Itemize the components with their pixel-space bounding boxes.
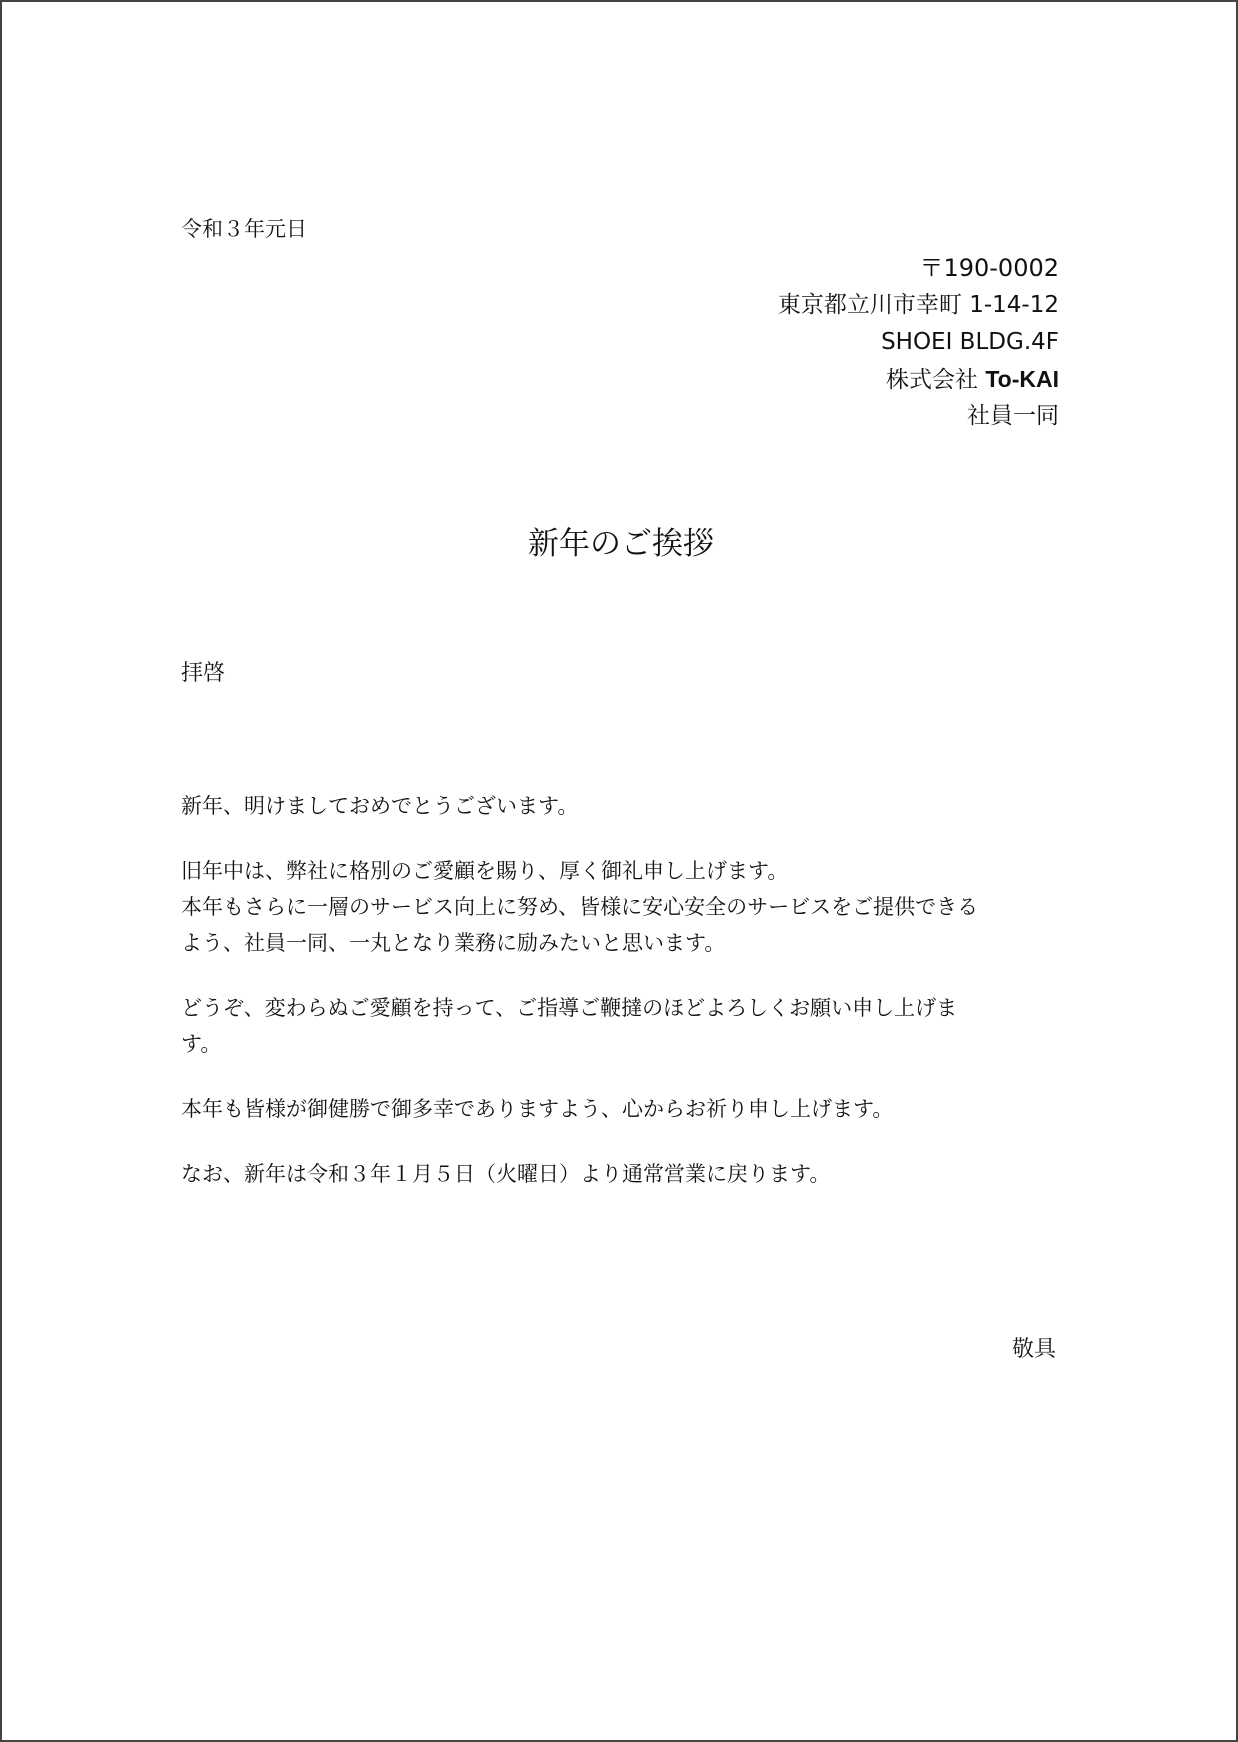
body-paragraph (181, 990, 1061, 1062)
body-line: 新年、明けましておめでとうございます。 (181, 794, 579, 818)
letter-date: 令和３年元日 (181, 217, 307, 241)
body-line: どうぞ、変わらぬご愛顧を持って、ご指導ご鞭撻のほどよろしくお願い申し上げま (181, 996, 958, 1020)
letter-closing: 敬具 (1011, 1337, 1056, 1362)
body-line: 本年も皆様が御健勝で御多幸でありますよう、心からお祈り申し上げます。 (181, 1097, 894, 1121)
sender-company (778, 361, 1059, 398)
letter-body (181, 788, 1061, 1221)
body-line: 本年もさらに一層のサービス向上に努め、皆様に安心安全のサービスをご提供できる (181, 895, 979, 919)
sender-address: 東京都立川市幸町 1-14-12 (777, 292, 1059, 318)
sender-block (778, 250, 1059, 435)
company-name: To-KAI (985, 366, 1059, 392)
company-prefix: 株式会社 (886, 367, 979, 393)
body-line: なお、新年は令和３年１月５日（火曜日）より通常営業に戻ります。 (181, 1162, 831, 1186)
body-paragraph (181, 853, 1061, 961)
sender-signatory: 社員一同 (967, 403, 1059, 429)
letter-opening: 拝啓 (181, 661, 226, 686)
letter-title: 新年のご挨拶 (528, 526, 714, 562)
sender-building: SHOEI BLDG.4F (881, 329, 1059, 355)
body-paragraph (181, 788, 1061, 824)
body-line: す。 (181, 1032, 222, 1056)
body-line: 旧年中は、弊社に格別のご愛顧を賜り、厚く御礼申し上げます。 (181, 859, 789, 883)
body-paragraph (181, 1156, 1061, 1192)
body-paragraph (181, 1091, 1061, 1127)
postal-code: 〒190-0002 (919, 254, 1059, 282)
body-line: よう、社員一同、一丸となり業務に励みたいと思います。 (181, 931, 726, 955)
